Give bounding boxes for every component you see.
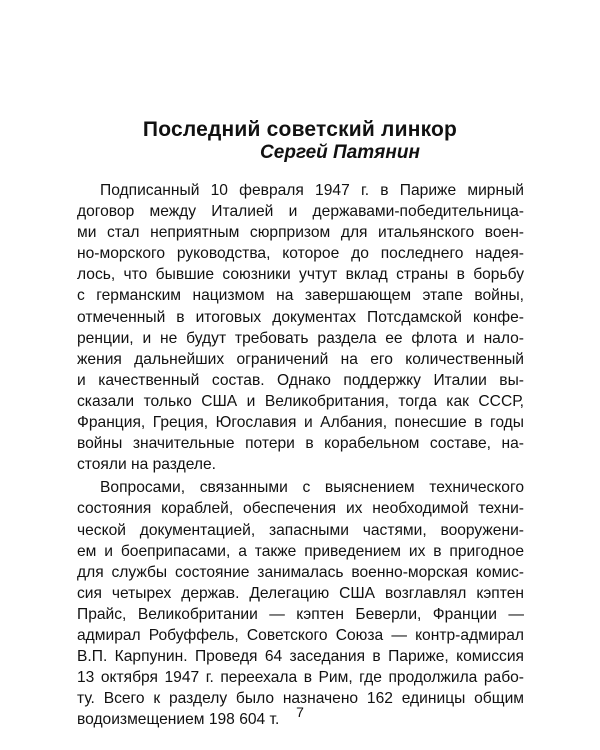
text-line: жения дальнейших ограничений на его количественный [77, 350, 524, 368]
text-line: ми стал неприятным сюрпризом для итальянского воен- [77, 224, 524, 242]
text-line: водоизмещением 198 604 т. [77, 711, 280, 729]
text-line: сказали только США и Великобритания, тогда как СССР, [77, 392, 524, 410]
text-line: войны значительные потери в корабельном составе, на- [77, 435, 524, 453]
text-line: и качественный состав. Однако поддержку Италии вы- [77, 371, 524, 389]
text-line: Прайс, Великобритании — кэптен Беверли, Франции — [77, 605, 524, 623]
text-line: Подписанный 10 февраля 1947 г. в Париже мирный [100, 182, 524, 199]
text-line: адмирал Робуффель, Советского Союза — контр-адмирал [77, 626, 524, 644]
text-line: ту. Всего к разделу было назначено 162 единицы общим [77, 690, 524, 708]
text-line: для службы состояние занималась военно-морская комис- [77, 563, 524, 581]
text-line: лось, что бывшие союзники учтут вклад страны в борьбу [77, 266, 524, 284]
page-number: 7 [296, 704, 304, 720]
paragraph-1 [77, 180, 524, 475]
text-line: состояния кораблей, обеспечения их необходимой техни- [77, 500, 524, 518]
text-line: 13 октября 1947 г. переехала в Рим, где продолжила рабо- [77, 669, 524, 687]
text-line: стояли на разделе. [77, 456, 216, 474]
text-line: ческой документацией, запасными частями, вооружени- [77, 521, 524, 539]
text-line: с германским нацизмом на завершающем этапе войны, [77, 287, 524, 305]
text-line: ем и боеприпасами, а также приведением их в пригодное [77, 542, 524, 560]
text-line: В.П. Карпунин. Проведя 64 заседания в Париже, комиссия [77, 648, 524, 666]
chapter-title: Последний советский линкор [142, 118, 458, 141]
text-line: отмеченный в итоговых документах Потсдамской конфе- [77, 308, 524, 326]
text-line: сия четырех держав. Делегацию США возглавлял кэптен [77, 584, 524, 602]
text-line: Франция, Греция, Югославия и Албания, понесшие в годы [77, 414, 524, 432]
text-line: Вопросами, связанными с выяснением технического [100, 479, 524, 497]
text-line: договор между Италией и державами-победительница- [77, 203, 524, 221]
text-line: но-морского руководства, которое до последнего надея- [77, 245, 524, 263]
paragraph-2 [77, 477, 524, 730]
chapter-author: Сергей Патянин [260, 142, 420, 163]
text-line: ренции, и не будут требовать раздела ее флота и нало- [77, 329, 524, 347]
body-text [77, 180, 524, 732]
